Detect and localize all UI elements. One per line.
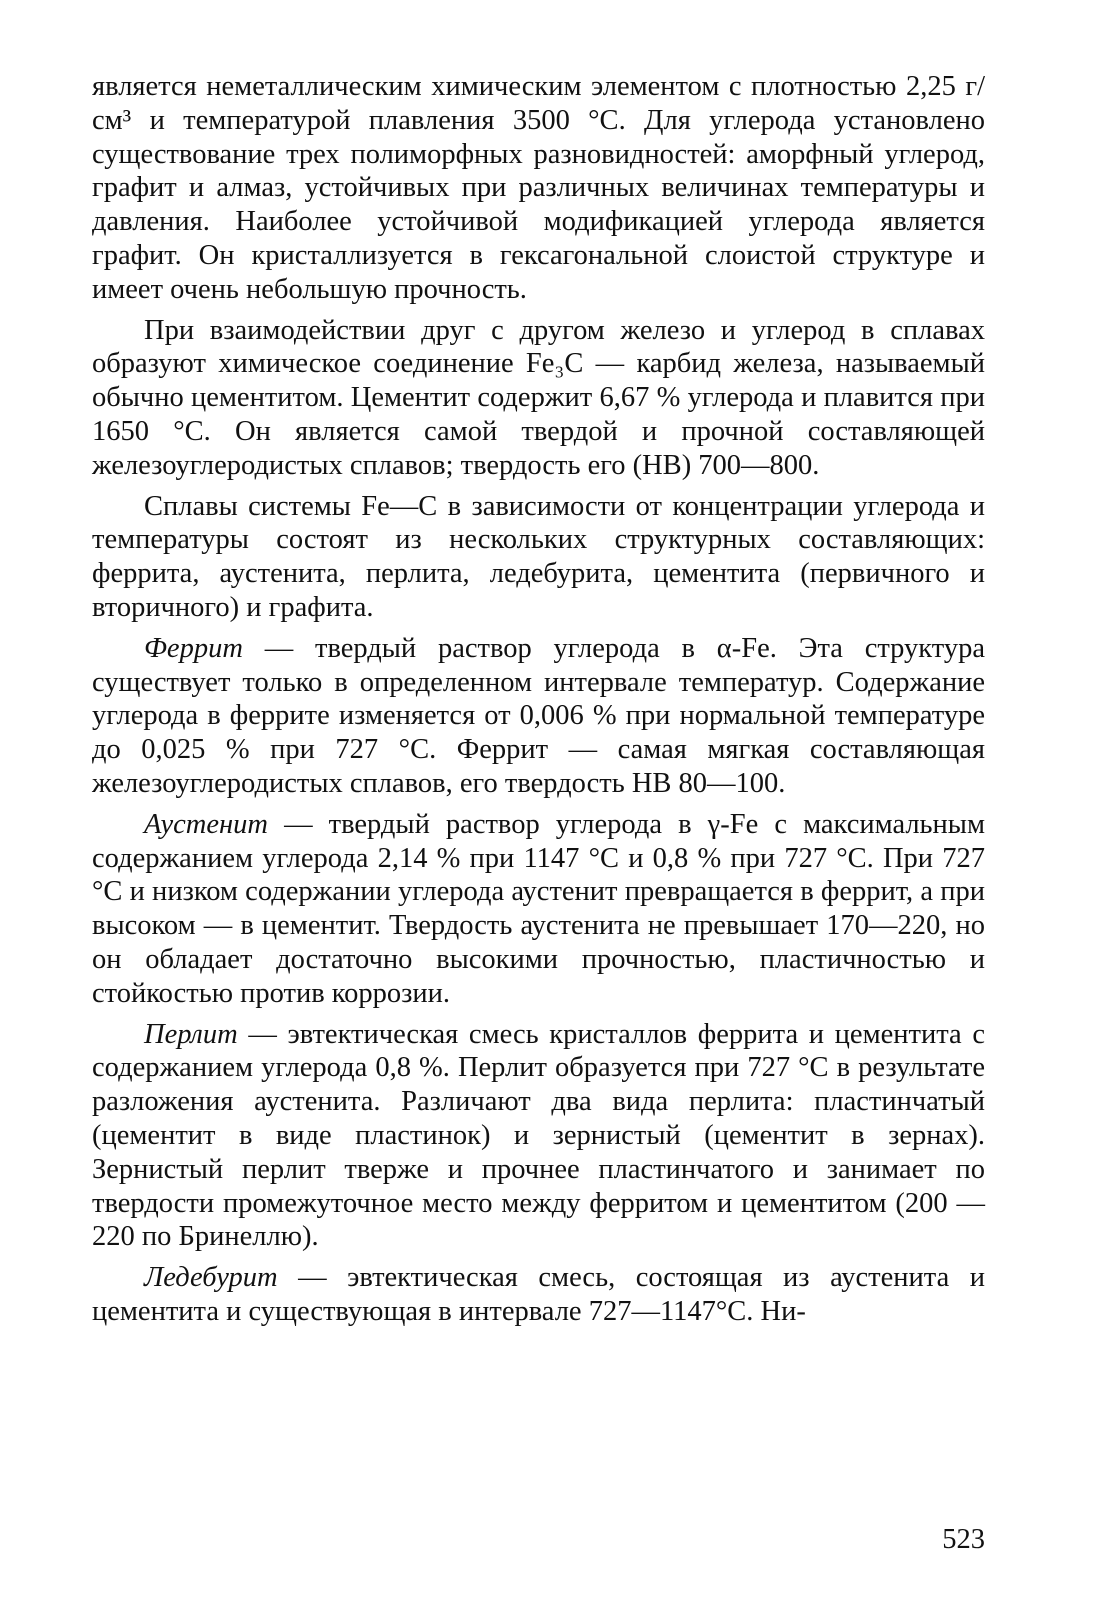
paragraph-ferrite — [92, 632, 985, 801]
paragraph-text: является неметаллическим химическим элементом с плотностью 2,25 г/см³ и температурой плавления 3500 °С. Для углерода установлено существование трех полиморфных разновидностей: аморфный углерод, графит и алмаз, устойчивых при различных величинах температуры и давления. Наиболее устойчивой модификацией углерода является графит. Он кристаллизуется в гексагональной слоистой структуре и имеет очень небольшую прочность. — [92, 71, 985, 305]
paragraph-text: — твердый раствор углерода в γ-Fe с максимальным содержанием углерода 2,14 % при 1147 °С и 0,8 % при 727 °С. При 727 °С и низком содержании углерода аустенит превращается в феррит, а при высоком — в цементит. Твердость аустенита не превышает 170—220, но он обладает достаточно высокими прочностью, пластичностью и стойкостью против коррозии. — [92, 808, 985, 1009]
paragraph-text: — эвтектическая смесь, состоящая из аустенита и цементита и существующая в интервале 727—1147°С. Ни- — [92, 1262, 985, 1327]
paragraph-text: — эвтектическая смесь кристаллов феррита и цементита с содержанием углерода 0,8 %. Перлит образуется при 727 °С в результате разложения аустенита. Различают два вида перлита: пластинчатый (цементит в виде пластинок) и зернистый (цементит в зернах). Зернистый перлит тверже и прочнее пластинчатого и занимает по твердости промежуточное место между ферритом и цементитом (200 — 220 по Бринеллю). — [92, 1018, 985, 1253]
paragraph-cementite-compound — [92, 314, 985, 483]
page-body — [92, 70, 985, 1540]
paragraph-text: Сплавы системы Fe—C в зависимости от концентрации углерода и температуры состоят из нескольких структурных составляющих: феррита, аустенита, перлита, ледебурита, цементита (первичного и вторичного) и графита. — [92, 490, 985, 623]
term-pearlite: Перлит — [144, 1018, 238, 1050]
paragraph-text: — твердый раствор углерода в α-Fe. Эта структура существует только в определенном интервале температур. Содержание углерода в феррите изменяется от 0,006 % при нормальной температуре до 0,025 % при 727 °С. Феррит — самая мягкая составляющая железоуглеродистых сплавов, его твердость НВ 80—100. — [92, 632, 985, 799]
term-ferrite: Феррит — [144, 632, 243, 664]
paragraph-carbon — [92, 70, 985, 307]
paragraph-austenite — [92, 808, 985, 1011]
term-ledeburite: Ледебурит — [144, 1262, 278, 1294]
term-austenite: Аустенит — [144, 808, 268, 840]
paragraph-text: При взаимодействии друг с другом железо и углерод в сплавах образуют химическое соединение Fe₃C — карбид железа, называемый обычно цементитом. Цементит содержит 6,67 % углерода и плавится при 1650 °С. Он является самой твердой и прочной составляющей железоуглеродистых сплавов; твердость его (НВ) 700—800. — [92, 314, 985, 481]
paragraph-ledeburite — [92, 1261, 985, 1329]
page-number: 523 — [942, 1524, 985, 1555]
paragraph-fe-c-constituents — [92, 490, 985, 625]
paragraph-pearlite — [92, 1018, 985, 1255]
